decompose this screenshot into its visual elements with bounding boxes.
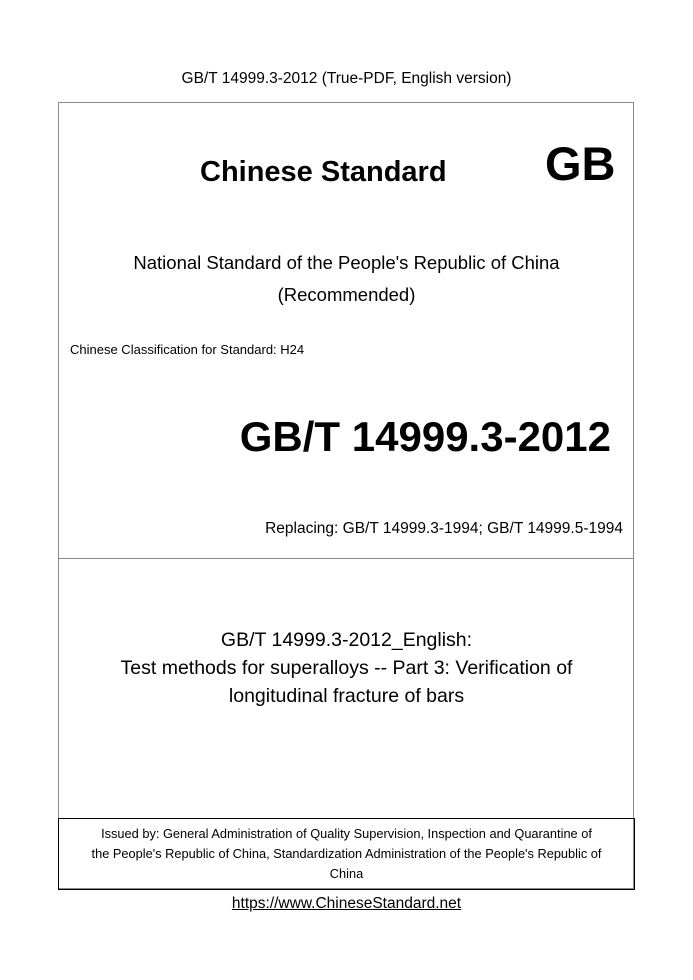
replacing-note: Replacing: GB/T 14999.3-1994; GB/T 14999.5-1994 [265,520,623,537]
section-divider [59,558,633,559]
national-standard-line: National Standard of the People's Republic of China [133,252,560,273]
recommended-line: (Recommended) [277,284,416,305]
gb-logo-mark: GB [545,137,616,190]
issuer-line: the People's Republic of China, Standardization Administration of the People's Republic of [91,846,602,861]
issuer-line: China [329,866,364,881]
classification-label: Chinese Classification for Standard: H24 [70,342,305,357]
english-title-line: Test methods for superalloys -- Part 3: Verification of [120,657,573,679]
english-title-line: GB/T 14999.3-2012_English: [220,629,473,651]
website-link[interactable]: https://www.ChineseStandard.net [231,895,462,912]
cover-frame [58,102,634,889]
issuer-line: Issued by: General Administration of Quality Supervision, Inspection and Quarantine of [101,826,592,841]
english-title-line: longitudinal fracture of bars [228,685,465,707]
header-note: GB/T 14999.3-2012 (True-PDF, English version) [181,70,512,87]
standard-number: GB/T 14999.3-2012 [239,413,611,460]
standard-heading: Chinese Standard [200,156,447,188]
